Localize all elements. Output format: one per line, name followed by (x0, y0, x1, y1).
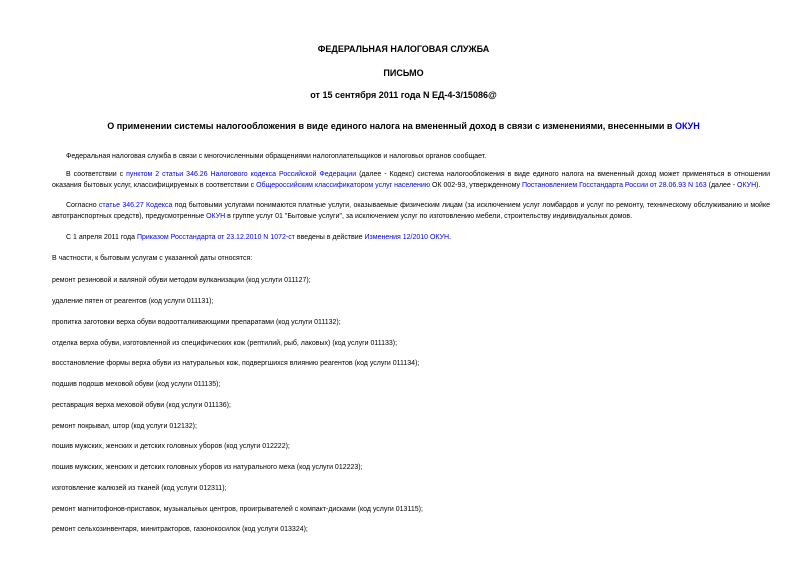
service-item: ремонт сельхозинвентаря, минитракторов, газонокосилок (код услуги 013324); (52, 526, 308, 533)
service-item: подшив подошв меховой обуви (код услуги 011135); (52, 381, 221, 388)
p2-text-3: ОК 002-93, утвержденному (430, 182, 522, 189)
definition-paragraph (52, 200, 770, 222)
service-item: ремонт магнитофонов-приставок, музыкальных центров, проигрывателей с компакт-дисками (код услуги 013115); (52, 506, 423, 513)
p4-text-1: С 1 апреля 2011 года (66, 234, 137, 241)
service-item: ремонт покрывал, штор (код услуги 012132); (52, 423, 197, 430)
article-paragraph (52, 169, 770, 191)
p2-text-1: В соответствии с (66, 171, 127, 178)
p3-text-1: Согласно (66, 202, 99, 209)
subject-heading (0, 121, 807, 131)
date-number-heading: от 15 сентября 2011 года N ЕД-4-3/15086@ (310, 90, 497, 100)
subject-okun-link[interactable]: ОКУН (674, 121, 700, 131)
service-item: пошив мужских, женских и детских головных уборов из натурального меха (код услуги 012223); (52, 464, 363, 471)
article-34627-link[interactable]: статье 346.27 Кодекса (98, 202, 173, 209)
p2-text-2: (далее - Кодекс) система налогообложения в виде единого налога на вмененный доход может применяться в отношении оказания бытовых услуг, классифицируемых в соответствии с (52, 171, 771, 189)
p4-text-3: . (449, 234, 452, 241)
p4-text-2: введены в действие (294, 234, 365, 241)
service-item: отделка верха обуви, изготовленной из специфических кож (рептилий, рыб, лаковых) (код услуги 011133); (52, 340, 398, 347)
rosstandart-order-link[interactable]: Приказом Росстандарта от 23.12.2010 N 1072-ст (136, 234, 295, 241)
service-item: изготовление жалюзей из тканей (код услуги 012311); (52, 485, 227, 492)
amendment-paragraph (66, 232, 784, 243)
okun-amendments-link[interactable]: Изменения 12/2010 ОКУН (364, 234, 450, 241)
service-item: реставрация верха меховой обуви (код услуги 011136); (52, 402, 231, 409)
list-intro-paragraph: В частности, к бытовым услугам с указанной даты относятся: (52, 255, 253, 262)
p2-text-5: ). (756, 182, 761, 189)
service-item: восстановление формы верха обуви из натуральных кож, подвергшихся влиянию реагентов (код услуги 011134); (52, 360, 420, 367)
classifier-link[interactable]: Общероссийским классификатором услуг населению (256, 182, 431, 189)
service-item: ремонт резиновой и валяной обуви методом вулканизации (код услуги 011127); (52, 277, 311, 284)
service-item: удаление пятен от реагентов (код услуги 011131); (52, 298, 214, 305)
p3-text-3: в группе услуг 01 "Бытовые услуги", за исключением услуг по изготовлению мебели, строительству индивидуальных домов. (225, 213, 633, 220)
agency-heading: ФЕДЕРАЛЬНАЯ НАЛОГОВАЯ СЛУЖБА (317, 44, 490, 54)
tax-code-link[interactable]: пунктом 2 статьи 346.26 Налогового кодекса Российской Федерации (126, 171, 357, 178)
p2-text-4: (далее - (706, 182, 738, 189)
okun-link-p2[interactable]: ОКУН (737, 182, 757, 189)
p3-text-2: под бытовыми услугами понимаются платные услуги, оказываемые физическим лицам (за исключением услуг ломбардов и услуг по ремонту, техническому обслуживанию и мойке автотранспортных средств), предусмотренные (52, 202, 771, 220)
service-item: пропитка заготовки верха обуви водоотталкивающими препаратами (код услуги 011132); (52, 319, 341, 326)
intro-paragraph: Федеральная налоговая служба в связи с многочисленными обращениями налогоплательщиков и налоговых органов сообщает. (66, 153, 487, 160)
subject-text: О применении системы налогообложения в виде единого налога на вмененный доход в связи с изменениями, внесенными в (107, 121, 675, 131)
gosstandart-resolution-link[interactable]: Постановлением Госстандарта России от 28.06.93 N 163 (521, 182, 707, 189)
service-item: пошив мужских, женских и детских головных уборов (код услуги 012222); (52, 443, 290, 450)
document-type-heading: ПИСЬМО (383, 68, 424, 78)
okun-link-p3[interactable]: ОКУН (206, 213, 226, 220)
